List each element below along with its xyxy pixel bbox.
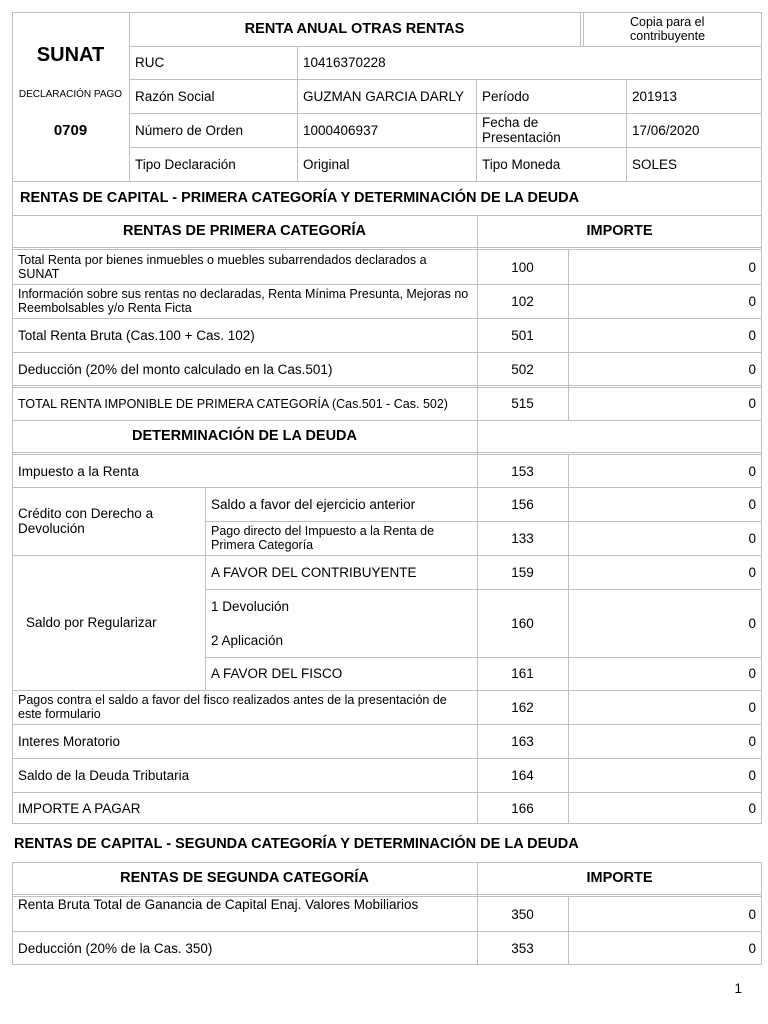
table-row-label: Saldo de la Deuda Tributaria bbox=[18, 767, 190, 783]
deuda-title: DETERMINACIÓN DE LA DEUDA bbox=[131, 428, 358, 444]
table-row-label: Deducción (20% del monto calculado en la Cas.501) bbox=[18, 361, 333, 377]
razon-social-value: GUZMAN GARCIA DARLY bbox=[303, 88, 465, 104]
declaracion-pago-label: DECLARACIÓN PAGO bbox=[18, 88, 123, 100]
page-number: 1 bbox=[734, 980, 742, 996]
table-row-code: 102 bbox=[511, 293, 534, 309]
section2-col-left: RENTAS DE SEGUNDA CATEGORÍA bbox=[120, 869, 369, 886]
razon-social-label: Razón Social bbox=[135, 88, 215, 104]
table-row-code: 350 bbox=[511, 906, 534, 922]
saldo-regularizar-label: Saldo por Regularizar bbox=[26, 615, 157, 630]
section2-col-right: IMPORTE bbox=[586, 869, 653, 886]
table-row-code: 502 bbox=[511, 361, 534, 377]
tipo-moneda-label: Tipo Moneda bbox=[482, 157, 561, 172]
table-row-amount: 0 bbox=[748, 699, 756, 715]
table-row-label: Saldo a favor del ejercicio anterior bbox=[211, 496, 416, 512]
form-number: 0709 bbox=[53, 121, 88, 139]
copy-label: Copia para el contribuyente bbox=[630, 15, 706, 43]
table-row-amount: 0 bbox=[748, 800, 756, 816]
table-row-label: A FAVOR DEL FISCO bbox=[211, 666, 343, 681]
section2-title: RENTAS DE CAPITAL - SEGUNDA CATEGORÍA Y DETERMINACIÓN DE LA DEUDA bbox=[14, 836, 579, 852]
orden-value: 1000406937 bbox=[303, 122, 379, 138]
table-row-amount: 0 bbox=[748, 293, 756, 309]
table-row-code: 133 bbox=[511, 530, 534, 546]
table-row-amount: 0 bbox=[748, 463, 756, 479]
table-row-label: Impuesto a la Renta bbox=[18, 463, 139, 479]
table-row-amount: 0 bbox=[748, 733, 756, 749]
credito-label: Crédito con Derecho a Devolución bbox=[18, 506, 154, 536]
periodo-value: 201913 bbox=[632, 88, 678, 104]
section1-col-right: IMPORTE bbox=[586, 222, 653, 239]
table-row-code: 166 bbox=[511, 800, 534, 816]
table-row-label: Deducción (20% de la Cas. 350) bbox=[18, 940, 213, 956]
orden-label: Número de Orden bbox=[135, 122, 244, 138]
table-row-label: Total Renta por bienes inmuebles o muebles subarrendados declarados a SUNAT bbox=[18, 253, 427, 281]
table-row-amount: 0 bbox=[748, 327, 756, 343]
table-row-code: 100 bbox=[511, 259, 534, 275]
section1-col-left: RENTAS DE PRIMERA CATEGORÍA bbox=[122, 222, 367, 239]
table-row-code: 353 bbox=[511, 940, 534, 956]
table-row-code: 159 bbox=[511, 564, 534, 580]
ruc-label: RUC bbox=[135, 55, 165, 70]
table-row-amount: 0 bbox=[748, 906, 756, 922]
table-row-code: 163 bbox=[511, 733, 534, 749]
table-row-amount: 0 bbox=[748, 361, 756, 377]
table-row-code: 164 bbox=[511, 767, 534, 783]
table-row-code: 161 bbox=[511, 666, 534, 681]
tipo-declaracion-value: Original bbox=[303, 157, 350, 172]
table-row-code: 162 bbox=[511, 699, 534, 715]
table-row-code: 160 bbox=[511, 615, 534, 631]
table-row-code: 153 bbox=[511, 463, 534, 479]
table-row-label: IMPORTE A PAGAR bbox=[18, 800, 141, 816]
table-row-amount: 0 bbox=[748, 530, 756, 546]
table-row-label: Renta Bruta Total de Ganancia de Capital Enaj. Valores Mobiliarios bbox=[18, 897, 419, 912]
form-title: RENTA ANUAL OTRAS RENTAS bbox=[244, 20, 465, 37]
table-row-code: 156 bbox=[511, 496, 534, 512]
table-row-code: 501 bbox=[511, 327, 534, 343]
table-row-label: Información sobre sus rentas no declaradas, Renta Mínima Presunta, Mejoras no Reembolsables y/o Renta Ficta bbox=[18, 287, 469, 315]
tipo-moneda-value: SOLES bbox=[632, 157, 678, 172]
table-row-amount: 0 bbox=[748, 615, 756, 631]
table-row-amount: 0 bbox=[748, 940, 756, 956]
fecha-value: 17/06/2020 bbox=[632, 122, 700, 138]
periodo-label: Período bbox=[482, 88, 530, 104]
table-row-label: Pago directo del Impuesto a la Renta de Primera Categoría bbox=[211, 524, 435, 552]
option-devolucion: 1 Devolución bbox=[211, 598, 290, 614]
table-row-amount: 0 bbox=[748, 767, 756, 783]
table-row-label: Pagos contra el saldo a favor del fisco realizados antes de la presentación de este formulario bbox=[18, 693, 447, 721]
table-row-label: TOTAL RENTA IMPONIBLE DE PRIMERA CATEGORÍA (Cas.501 - Cas. 502) bbox=[18, 396, 448, 411]
option-aplicacion: 2 Aplicación bbox=[211, 632, 284, 648]
table-row-amount: 0 bbox=[748, 564, 756, 580]
table-row-amount: 0 bbox=[748, 496, 756, 512]
table-row-amount: 0 bbox=[748, 259, 756, 275]
table-row-amount: 0 bbox=[748, 666, 756, 681]
table-row-label: Total Renta Bruta (Cas.100 + Cas. 102) bbox=[18, 327, 255, 343]
sunat-logo: SUNAT bbox=[36, 43, 105, 66]
tipo-declaracion-label: Tipo Declaración bbox=[135, 157, 236, 172]
fecha-label: Fecha de Presentación bbox=[482, 115, 561, 145]
table-row-code: 515 bbox=[511, 396, 534, 411]
table-row-amount: 0 bbox=[748, 396, 756, 411]
ruc-value: 10416370228 bbox=[303, 55, 386, 70]
table-row-label: Interes Moratorio bbox=[18, 733, 121, 749]
table-row-label: A FAVOR DEL CONTRIBUYENTE bbox=[211, 564, 417, 580]
section1-title: RENTAS DE CAPITAL - PRIMERA CATEGORÍA Y DETERMINACIÓN DE LA DEUDA bbox=[20, 190, 580, 206]
